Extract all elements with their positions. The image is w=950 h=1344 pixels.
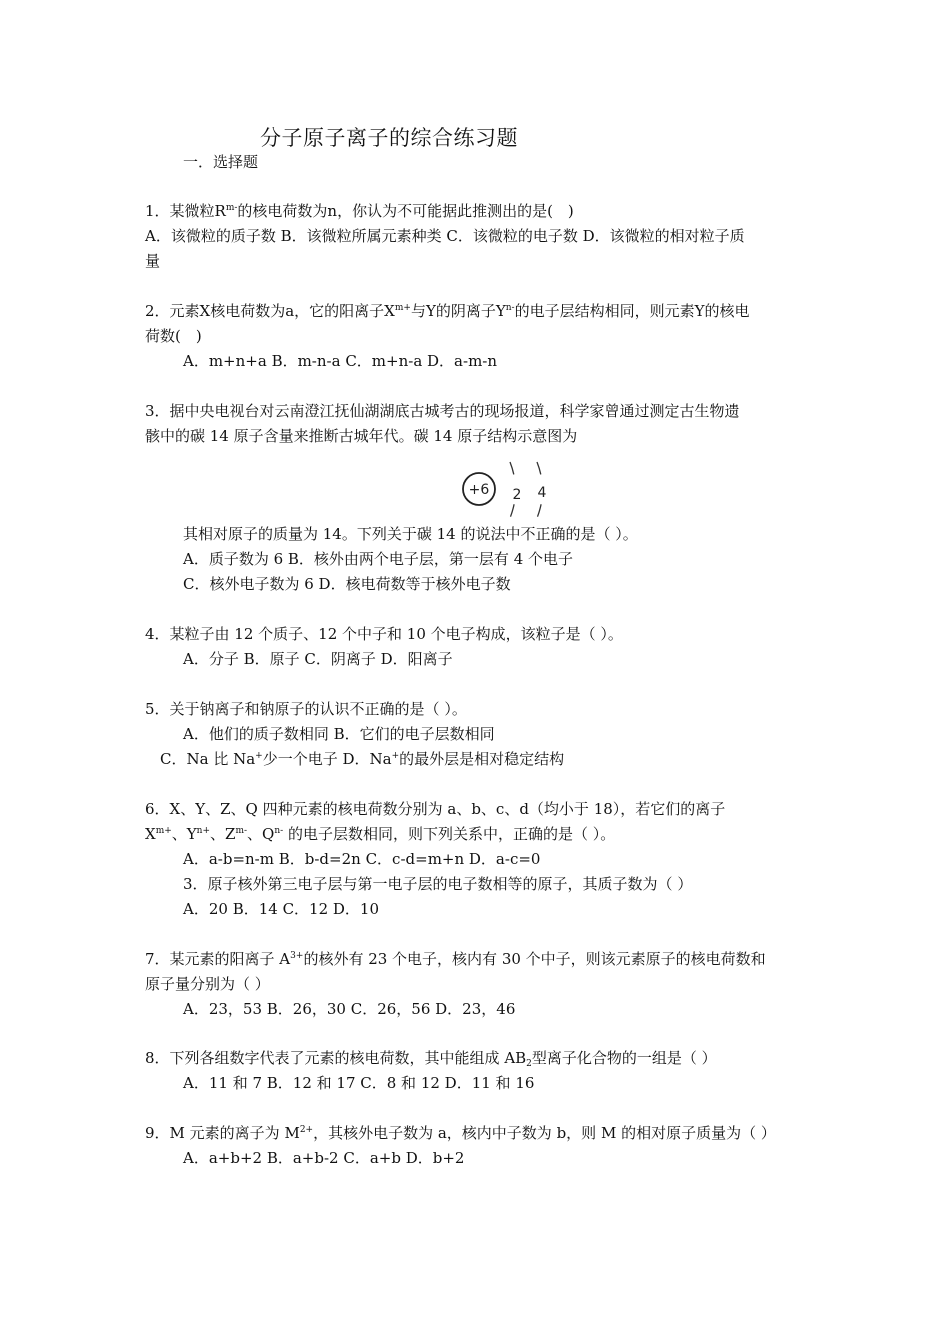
- question-6-stem-cont: [145, 824, 615, 844]
- q6-superscript: m+: [155, 826, 172, 836]
- question-5-options: A．他们的质子数相同 B．它们的电子层数相同: [183, 725, 495, 743]
- question-2-options: A．m+n+a B．m-n-a C．m+n-a D．a-m-n: [183, 352, 498, 370]
- q8-subscript: 2: [526, 1059, 532, 1069]
- q5-option-part: 的最外层是相对稳定结构: [399, 750, 565, 768]
- question-7-stem: [145, 949, 766, 969]
- question-6-stem: 6．X、Y、Z、Q 四种元素的核电荷数分别为 a、b、c、d（均小于 18），若它们的离子: [145, 800, 726, 818]
- question-8-options: A．11 和 7 B．12 和 17 C．8 和 12 D．11 和 16: [183, 1074, 535, 1092]
- shell-2-electron-count: 4: [537, 485, 547, 501]
- q5-superscript: +: [255, 751, 263, 761]
- q9-superscript: 2+: [299, 1125, 314, 1135]
- q2-stem-part: 的电子层结构相同，则元素Y的核电: [514, 302, 750, 320]
- question-3-stem-cont: 骸中的碳 14 原子含量来推断古城年代。碳 14 原子结构示意图为: [145, 427, 578, 445]
- question-1-options: A．该微粒的质子数 B．该微粒所属元素种类 C．该微粒的电子数 D．该微粒的相对粒子质: [145, 227, 745, 245]
- q5-superscript: +: [391, 751, 400, 761]
- question-2-stem: [145, 301, 750, 321]
- question-5-options-cont: [160, 749, 564, 769]
- q6-stem-part: 、Q: [247, 825, 275, 843]
- q6-superscript: n-: [274, 826, 284, 836]
- question-6-options: A．a-b=n-m B．b-d=2n C．c-d=m+n D．a-c=0: [183, 850, 541, 868]
- question-3-stem-end: 其相对原子的质量为 14。下列关于碳 14 的说法中不正确的是（ ）。: [183, 525, 638, 543]
- section-heading: 一．选择题: [183, 153, 259, 171]
- q7-stem-part: 7．某元素的阳离子 A: [145, 950, 291, 968]
- q6-stem-part: 、Z: [210, 825, 236, 843]
- shell-1-electron-count: 2: [512, 487, 522, 503]
- q2-superscript: n-: [505, 303, 515, 313]
- q6-superscript: n+: [196, 826, 211, 836]
- carbon-atom-structure-diagram: [455, 458, 565, 522]
- q8-stem-part: 型离子化合物的一组是（ ）: [531, 1049, 717, 1067]
- page-title: 分子原子离子的综合练习题: [260, 126, 518, 150]
- q1-stem-part: 的核电荷数为n，你认为不可能据此推测出的是( ): [237, 202, 574, 220]
- question-7-stem-cont: 原子量分别为（ ）: [145, 975, 270, 993]
- question-9-options: A．a+b+2 B．a+b-2 C．a+b D．b+2: [183, 1149, 465, 1167]
- question-6-sub-stem: 3．原子核外第三电子层与第一电子层的电子数相等的原子，其质子数为（ ）: [183, 875, 693, 893]
- q1-superscript: m-: [225, 203, 238, 213]
- question-1-stem: [145, 201, 574, 221]
- q8-stem-part: 8．下列各组数字代表了元素的核电荷数，其中能组成 AB: [145, 1049, 527, 1067]
- q7-superscript: 3+: [290, 951, 304, 961]
- q6-stem-part: 的电子层数相同，则下列关系中，正确的是（ ）。: [283, 825, 616, 843]
- question-5-stem: 5．关于钠离子和钠原子的认识不正确的是（ ）。: [145, 700, 467, 718]
- nucleus-charge: +6: [468, 482, 490, 498]
- question-1-options-cont: 量: [145, 252, 161, 270]
- q5-option-part: 少一个电子 D．Na: [262, 750, 392, 768]
- question-8-stem: [145, 1048, 717, 1068]
- q1-stem-part: 1．某微粒R: [145, 202, 226, 220]
- q2-superscript: m+: [394, 303, 411, 313]
- question-4-options: A．分子 B．原子 C．阴离子 D．阳离子: [183, 650, 453, 668]
- q6-stem-part: X: [145, 825, 156, 843]
- q2-stem-part: 与Y的阴离子Y: [410, 302, 506, 320]
- q6-superscript: m-: [235, 826, 248, 836]
- question-3-options-cont: C．核外电子数为 6 D．核电荷数等于核外电子数: [183, 575, 511, 593]
- question-3-options: A．质子数为 6 B．核外由两个电子层，第一层有 4 个电子: [183, 550, 574, 568]
- q2-stem-part: 2．元素X核电荷数为a，它的阳离子X: [145, 302, 395, 320]
- question-3-stem: 3．据中央电视台对云南澄江抚仙湖湖底古城考古的现场报道，科学家曾通过测定古生物遗: [145, 402, 740, 420]
- question-2-stem-cont: 荷数( ): [145, 327, 202, 345]
- q7-stem-part: 的核外有 23 个电子，核内有 30 个中子，则该元素原子的核电荷数和: [303, 950, 766, 968]
- q5-option-part: C．Na 比 Na: [160, 750, 256, 768]
- question-7-options: A．23，53 B．26，30 C．26，56 D．23，46: [183, 1000, 516, 1018]
- q9-stem-part: 9．M 元素的离子为 M: [145, 1124, 300, 1142]
- q9-stem-part: ，其核外电子数为 a，核内中子数为 b，则 M 的相对原子质量为（ ）: [313, 1124, 776, 1142]
- q6-stem-part: 、Y: [171, 825, 197, 843]
- question-6-sub-options: A．20 B．14 C．12 D．10: [183, 900, 380, 918]
- question-4-stem: 4．某粒子由 12 个质子、12 个中子和 10 个电子构成，该粒子是（ ）。: [145, 625, 623, 643]
- question-9-stem: [145, 1123, 776, 1143]
